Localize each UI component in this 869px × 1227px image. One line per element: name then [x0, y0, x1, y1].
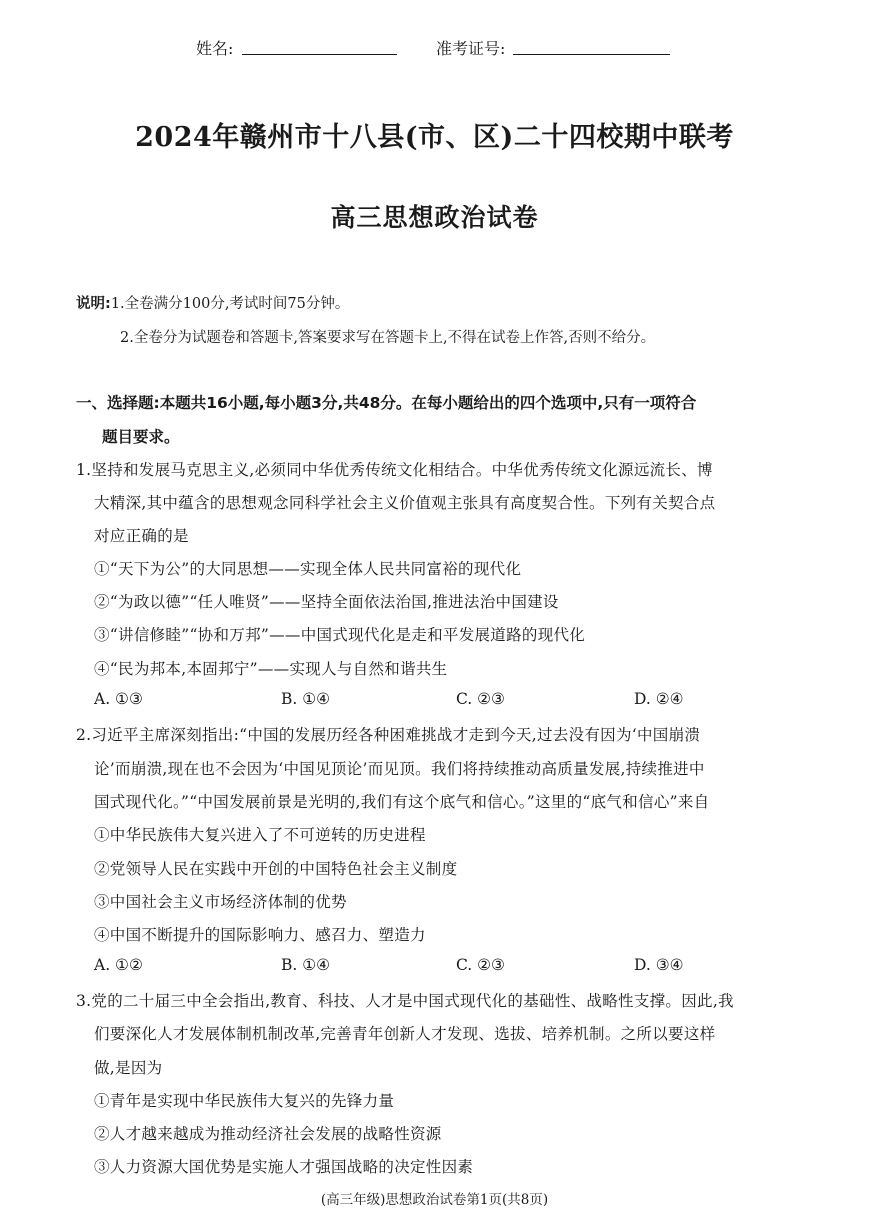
question-3-item: ③人力资源大国优势是实施人才强国战略的决定性因素: [94, 1158, 474, 1176]
page-footer: (高三年级)思想政治试卷第1页(共8页): [320, 1192, 549, 1208]
instructions-line-2: 2.全卷分为试题卷和答题卡,答案要求写在答题卡上,不得在试卷上作答,否则不给分。: [120, 330, 656, 346]
question-1-item: ②“为政以德”“任人唯贤”——坚持全面依法治国,推进法治中国建设: [94, 593, 559, 611]
question-1-option-c: C. ②③: [456, 690, 505, 708]
question-2-item: ③中国社会主义市场经济体制的优势: [94, 893, 347, 911]
question-2-item: ④中国不断提升的国际影响力、感召力、塑造力: [94, 926, 426, 944]
name-blank-line: [242, 54, 397, 55]
question-2-stem-line: 论’而崩溃,现在也不会因为‘中国见顶论’而见顶。我们将持续推动高质量发展,持续推进中: [94, 760, 705, 778]
exam-id-blank-line: [513, 54, 670, 55]
instructions-label: 说明:: [76, 296, 111, 312]
question-2-item: ②党领导人民在实践中开创的中国特色社会主义制度: [94, 860, 458, 878]
question-1-item: ④“民为邦本,本固邦宁”——实现人与自然和谐共生: [94, 660, 448, 678]
section-header-line-2: 题目要求。: [102, 428, 180, 446]
question-1-stem-line: 1.坚持和发展马克思主义,必须同中华优秀传统文化相结合。中华优秀传统文化源远流长、博: [76, 461, 713, 479]
exam-main-title: 2024年赣州市十八县(市、区)二十四校期中联考: [135, 122, 734, 153]
question-2-stem-line: 2.习近平主席深刻指出:“中国的发展历经各种困难挑战才走到今天,过去没有因为‘中国崩溃: [76, 726, 701, 744]
instructions-text-1: 1.全卷满分100分,考试时间75分钟。: [110, 296, 350, 312]
question-2-option-d: D. ③④: [634, 956, 684, 974]
instructions-line-1: [76, 292, 349, 313]
name-label: 姓名:: [196, 39, 234, 58]
question-1-item: ①“天下为公”的大同思想——实现全体人民共同富裕的现代化: [94, 560, 522, 578]
question-2-option-a: A. ①②: [94, 956, 143, 974]
question-2-option-c: C. ②③: [456, 956, 505, 974]
section-header-line-1: 一、选择题:本题共16小题,每小题3分,共48分。在每小题给出的四个选项中,只有一项符合: [76, 394, 697, 412]
question-1-item: ③“讲信修睦”“协和万邦”——中国式现代化是走和平发展道路的现代化: [94, 626, 586, 644]
question-2-item: ①中华民族伟大复兴进入了不可逆转的历史进程: [94, 826, 426, 844]
exam-id-label: 准考证号:: [436, 39, 506, 58]
question-2-option-b: B. ①④: [281, 956, 331, 974]
question-1-option-b: B. ①④: [281, 690, 331, 708]
question-3-item: ②人才越来越成为推动经济社会发展的战略性资源: [94, 1125, 442, 1143]
exam-subject-title: 高三思想政治试卷: [330, 203, 539, 232]
question-3-item: ①青年是实现中华民族伟大复兴的先锋力量: [94, 1092, 395, 1110]
question-1-stem-line: 大精深,其中蕴含的思想观念同科学社会主义价值观主张具有高度契合性。下列有关契合点: [94, 494, 716, 512]
question-1-option-d: D. ②④: [634, 690, 684, 708]
question-3-stem-line: 们要深化人才发展体制机制改革,完善青年创新人才发现、选拔、培养机制。之所以要这样: [94, 1025, 716, 1043]
question-2-stem-line: 国式现代化。”“中国发展前景是光明的,我们有这个底气和信心。”这里的“底气和信心”来自: [94, 793, 710, 811]
question-1-stem-line: 对应正确的是: [94, 527, 189, 545]
question-3-stem-line: 3.党的二十届三中全会指出,教育、科技、人才是中国式现代化的基础性、战略性支撑。因此,我: [76, 992, 734, 1010]
question-1-option-a: A. ①③: [94, 690, 143, 708]
question-3-stem-line: 做,是因为: [94, 1059, 163, 1077]
